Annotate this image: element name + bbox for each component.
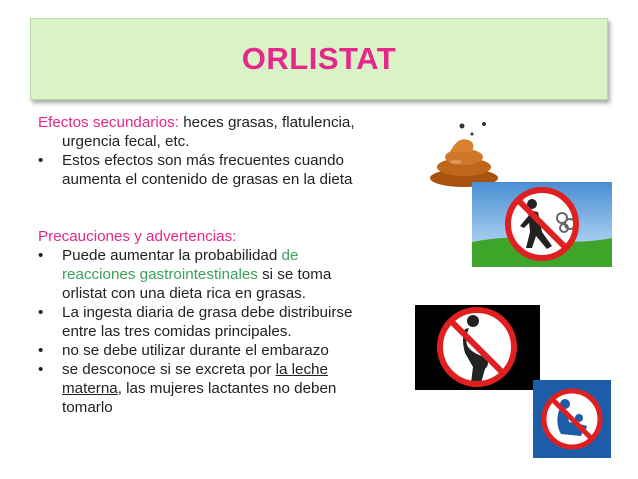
item-text: , las mujeres lactantes no deben — [117, 380, 337, 397]
bullet-dot: • — [38, 247, 44, 264]
item-highlight: reacciones gastrointestinales — [62, 266, 258, 283]
effects-text: heces grasas, flatulencia, — [178, 114, 355, 131]
precaution-item — [38, 303, 398, 341]
item-text: La ingesta diaria de grasa debe distribuirse — [62, 304, 353, 321]
item-text: tomarlo — [62, 399, 113, 416]
bullet-dot: • — [38, 304, 44, 321]
no-flatulence-icon — [472, 182, 612, 267]
precaution-item — [38, 341, 398, 360]
page-title: ORLISTAT — [241, 41, 397, 76]
bullet-dot: • — [38, 342, 44, 359]
bullet-dot: • — [38, 152, 44, 169]
content-text — [38, 113, 398, 417]
precautions-heading: Precauciones y advertencias: — [38, 228, 237, 245]
effects-bullet-line2: aumenta el contenido de grasas en la dieta — [62, 171, 353, 188]
effects-bullet — [38, 151, 398, 189]
bullet-dot: • — [38, 361, 44, 378]
no-pregnancy-icon — [415, 305, 540, 390]
item-text: entre las tres comidas principales. — [62, 323, 292, 340]
precaution-item — [38, 246, 398, 303]
no-breastfeeding-icon — [533, 380, 611, 458]
item-text: se desconoce si se excreta por — [62, 361, 276, 378]
item-text: no se debe utilizar durante el embarazo — [62, 342, 329, 359]
item-underlined: la leche — [275, 361, 328, 378]
item-text: orlistat con una dieta rica en grasas. — [62, 285, 306, 302]
item-underlined: materna — [62, 380, 118, 397]
title-banner — [30, 18, 608, 100]
effects-line — [38, 113, 398, 132]
precaution-item — [38, 360, 398, 417]
item-text: Puede aumentar la probabilidad — [62, 247, 282, 264]
effects-text-cont: urgencia fecal, etc. — [62, 133, 190, 150]
item-text: si se toma — [257, 266, 332, 283]
item-highlight: de — [281, 247, 299, 264]
poop-icon — [420, 118, 510, 190]
effects-bullet-line1: Estos efectos son más frecuentes cuando — [62, 152, 344, 169]
effects-heading: Efectos secundarios: — [38, 114, 179, 131]
